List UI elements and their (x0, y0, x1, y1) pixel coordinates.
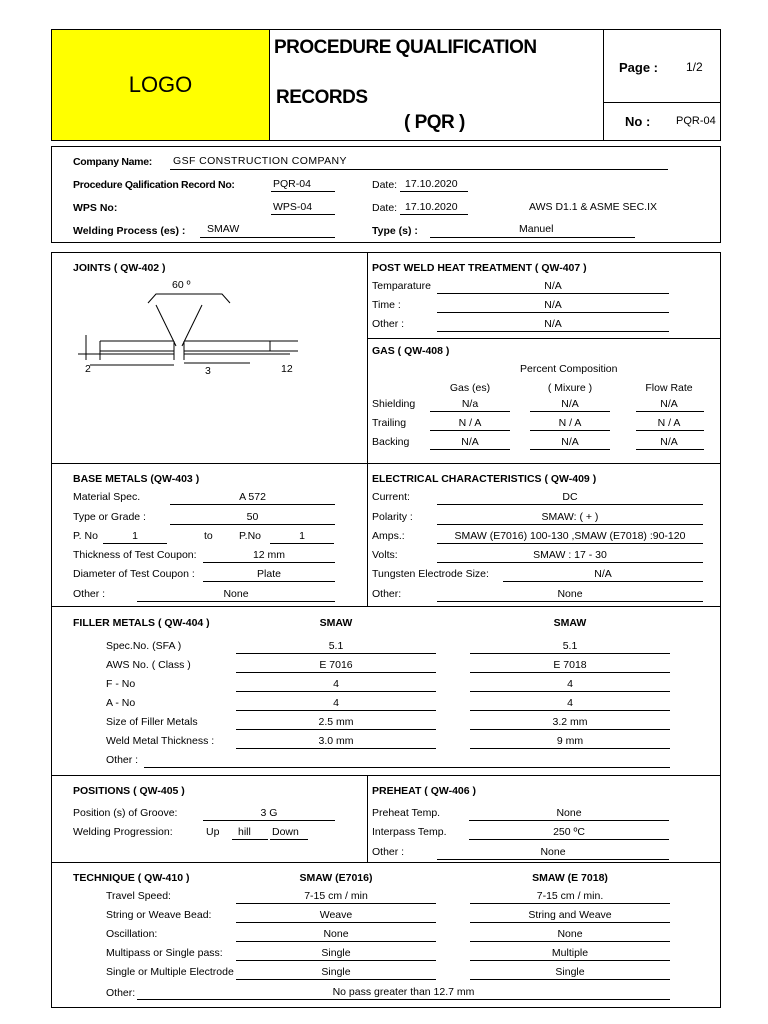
gas-label-2: Backing (372, 436, 410, 448)
gas-percent-header: Percent Composition (520, 363, 618, 375)
thickness-value: 12 mm (252, 549, 286, 561)
title-line-1: PROCEDURE QUALIFICATION (274, 37, 537, 58)
wps-label: WPS No: (73, 202, 118, 214)
base-other-label: Other : (73, 588, 106, 600)
elec-value-5: None (557, 588, 583, 600)
pwht-value-1: N/A (544, 299, 562, 311)
material-label: Material Spec. (73, 491, 141, 503)
preheat-label-2: Other : (372, 846, 405, 858)
pwht-label-2: Other : (372, 318, 405, 330)
gas-col-mix: ( Mixure ) (547, 382, 593, 394)
filler-v1-5: 3.0 mm (318, 735, 354, 747)
logo-text: LOGO (128, 72, 193, 97)
joints-title: JOINTS ( QW-402 ) (73, 262, 166, 274)
filler-v2-4: 3.2 mm (552, 716, 588, 728)
title-line-3: ( PQR ) (404, 112, 465, 133)
pwht-label-0: Temparature (372, 280, 431, 292)
to-label: to (204, 530, 213, 542)
joint-angle: 60 º (172, 279, 191, 291)
tech-v2-1: String and Weave (528, 909, 612, 921)
pno2-label: P.No (239, 530, 261, 542)
filler-v2-1: E 7018 (553, 659, 587, 671)
tech-label-1: String or Weave Bead: (106, 909, 212, 921)
progression-label: Welding Progression: (73, 826, 173, 838)
gas-gas-0: N/a (461, 398, 479, 410)
gas-flow-0: N/A (660, 398, 678, 410)
gas-label-0: Shielding (372, 398, 416, 410)
joint-diagram (70, 285, 300, 380)
date2-value: 17.10.2020 (405, 201, 458, 213)
filler-label-4: Size of Filler Metals (106, 716, 198, 728)
process-value: SMAW (207, 223, 240, 235)
filler-label-3: A - No (106, 697, 136, 709)
gas-mix-0: N/A (561, 398, 579, 410)
filler-label-2: F - No (106, 678, 136, 690)
elec-value-2: SMAW (E7016) 100-130 ,SMAW (E7018) :90-120 (454, 530, 686, 542)
base-other-value: None (223, 588, 249, 600)
title-line-2: RECORDS (276, 87, 368, 108)
gas-title: GAS ( QW-408 ) (372, 345, 450, 357)
date1-label: Date: (372, 179, 398, 191)
pno-value: 1 (132, 530, 138, 542)
elec-label-2: Amps.: (372, 530, 405, 542)
elec-label-0: Current: (372, 491, 410, 503)
elec-value-3: SMAW : 17 - 30 (533, 549, 607, 561)
type-label: Type (s) : (372, 225, 418, 237)
filler-v2-3: 4 (567, 697, 573, 709)
elec-label-5: Other: (372, 588, 402, 600)
tech-v1-2: None (323, 928, 349, 940)
standard: AWS D1.1 & ASME SEC.IX (529, 201, 657, 213)
technique-col2: SMAW (E 7018) (532, 872, 608, 884)
no-label: No : (625, 114, 651, 129)
filler-v2-2: 4 (567, 678, 573, 690)
tech-label-2: Oscillation: (106, 928, 158, 940)
tech-v2-2: None (557, 928, 583, 940)
joint-dim-right: 12 (281, 363, 293, 375)
company-name-label: Company Name: (73, 156, 152, 168)
company-name-value: GSF CONSTRUCTION COMPANY (173, 155, 347, 167)
filler-col1: SMAW (319, 617, 353, 629)
pno2-value: 1 (299, 530, 305, 542)
joint-dim-left: 2 (85, 363, 91, 375)
elec-label-4: Tungsten Electrode Size: (372, 568, 489, 580)
date2-label: Date: (372, 202, 398, 214)
filler-v1-2: 4 (333, 678, 339, 690)
technique-col1: SMAW (E7016) (299, 872, 373, 884)
electrical-title: ELECTRICAL CHARACTERISTICS ( QW-409 ) (372, 473, 597, 485)
filler-label-0: Spec.No. (SFA ) (106, 640, 182, 652)
tech-label-3: Multipass or Single pass: (106, 947, 223, 959)
filler-label-1: AWS No. ( Class ) (106, 659, 191, 671)
elec-label-1: Polarity : (372, 511, 413, 523)
elec-value-0: DC (562, 491, 578, 503)
pqr-no-value: PQR-04 (273, 178, 311, 190)
gas-flow-1: N / A (657, 417, 681, 429)
tech-v1-3: Single (321, 947, 351, 959)
gas-mix-1: N / A (558, 417, 582, 429)
preheat-value-2: None (540, 846, 566, 858)
no-value: PQR-04 (676, 115, 716, 127)
elec-value-4: N/A (594, 568, 612, 580)
tech-v1-1: Weave (319, 909, 353, 921)
gas-gas-2: N/A (461, 436, 479, 448)
gas-gas-1: N / A (458, 417, 482, 429)
elec-label-3: Volts: (372, 549, 398, 561)
technique-title: TECHNIQUE ( QW-410 ) (73, 872, 190, 884)
grade-value: 50 (246, 511, 259, 523)
filler-v1-4: 2.5 mm (318, 716, 354, 728)
tech-label-0: Travel Speed: (106, 890, 171, 902)
diameter-label: Diameter of Test Coupon : (73, 568, 195, 580)
pwht-title: POST WELD HEAT TREATMENT ( QW-407 ) (372, 262, 587, 274)
filler-v1-0: 5.1 (328, 640, 344, 652)
filler-label-5: Weld Metal Thickness : (106, 735, 215, 747)
positions-title: POSITIONS ( QW-405 ) (73, 785, 185, 797)
groove-value: 3 G (260, 807, 278, 819)
tech-label-4: Single or Multiple Electrode (106, 966, 234, 978)
joint-dim-gap: 3 (205, 365, 211, 377)
preheat-label-0: Preheat Temp. (372, 807, 441, 819)
preheat-title: PREHEAT ( QW-406 ) (372, 785, 477, 797)
tech-other-value: No pass greater than 12.7 mm (332, 986, 475, 998)
preheat-value-1: 250 ºC (553, 826, 585, 838)
material-value: A 572 (239, 491, 266, 503)
progression-hill: hill (238, 826, 251, 838)
grade-label: Type or Grade : (73, 511, 146, 523)
tech-v1-4: Single (321, 966, 351, 978)
pwht-value-2: N/A (544, 318, 562, 330)
gas-flow-2: N/A (660, 436, 678, 448)
diameter-value: Plate (257, 568, 281, 580)
process-label: Welding Process (es) : (73, 225, 186, 237)
gas-label-1: Trailing (372, 417, 407, 429)
gas-col-gas: Gas (es) (449, 382, 491, 394)
wps-value: WPS-04 (273, 201, 313, 213)
preheat-label-1: Interpass Temp. (372, 826, 447, 838)
tech-v1-0: 7-15 cm / min (304, 890, 368, 902)
page-label: Page : (619, 60, 659, 75)
page-value: 1/2 (686, 60, 703, 74)
filler-label-6: Other : (106, 754, 139, 766)
pqr-no-label: Procedure Qalification Record No: (73, 179, 235, 191)
filler-v1-3: 4 (333, 697, 339, 709)
filler-v2-5: 9 mm (556, 735, 584, 747)
pwht-value-0: N/A (544, 280, 562, 292)
gas-mix-2: N/A (561, 436, 579, 448)
progression-down: Down (272, 826, 299, 838)
tech-other-label: Other: (106, 987, 136, 999)
gas-col-flow: Flow Rate (645, 382, 693, 394)
filler-title: FILLER METALS ( QW-404 ) (73, 617, 210, 629)
pno-label: P. No (73, 530, 98, 542)
elec-value-1: SMAW: ( + ) (541, 511, 599, 523)
groove-label: Position (s) of Groove: (73, 807, 178, 819)
filler-v2-0: 5.1 (562, 640, 578, 652)
progression-up: Up (206, 826, 220, 838)
tech-v2-3: Multiple (551, 947, 589, 959)
base-metals-title: BASE METALS (QW-403 ) (73, 473, 200, 485)
filler-col2: SMAW (553, 617, 587, 629)
type-value: Manuel (519, 223, 554, 235)
tech-v2-4: Single (555, 966, 585, 978)
pwht-label-1: Time : (372, 299, 401, 311)
filler-v1-1: E 7016 (319, 659, 353, 671)
date1-value: 17.10.2020 (405, 178, 458, 190)
preheat-value-0: None (556, 807, 582, 819)
thickness-label: Thickness of Test Coupon: (73, 549, 197, 561)
tech-v2-0: 7-15 cm / min. (536, 890, 604, 902)
